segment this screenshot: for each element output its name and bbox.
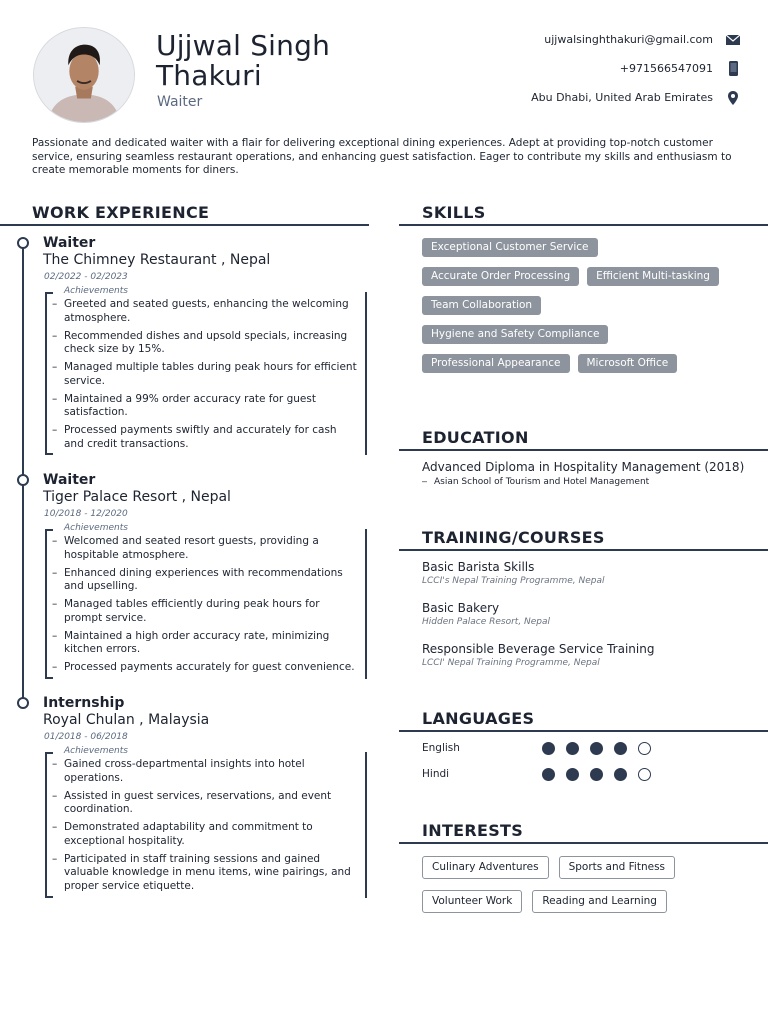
job-title: Internship (43, 695, 125, 711)
envelope-icon (726, 32, 740, 48)
course-org: LCCI' Nepal Training Programme, Nepal (422, 658, 600, 668)
profile-summary: Passionate and dedicated waiter with a flair for delivering exceptional dining experiences. Adept at providing top-notch customer service, ensuring seamless restaurant operations, and enhancing guest satisfaction. Eager to contribute my skills and enthusiasm to create memorable moments for diners. (32, 137, 732, 176)
language-row (422, 768, 662, 784)
location-text: Abu Dhabi, United Arab Emirates (531, 91, 713, 104)
language-level (542, 742, 651, 755)
job-company: The Chimney Restaurant , Nepal (43, 252, 271, 268)
achievements-caption: Achievements (64, 523, 128, 533)
achievement-item: – Managed multiple tables during peak hours for efficient service. (64, 361, 359, 388)
skill-tag: Exceptional Customer Service (422, 238, 598, 257)
job-title: Waiter (43, 472, 96, 488)
achievement-item: – Assisted in guest services, reservations, and event coordination. (64, 790, 359, 817)
section-title-languages: LANGUAGES (422, 709, 535, 728)
interest-row (422, 856, 752, 879)
education-degree: Advanced Diploma in Hospitality Management (2018) (422, 460, 745, 474)
level-dot-filled (614, 742, 627, 755)
candidate-name: Ujjwal Singh Thakuri (156, 29, 331, 92)
profile-photo (33, 27, 135, 123)
achievement-item: – Maintained a high order accuracy rate, minimizing kitchen errors. (64, 630, 359, 657)
skill-tag: Microsoft Office (578, 354, 678, 373)
contact-email-row (480, 25, 740, 54)
level-dot-filled (566, 742, 579, 755)
skill-row (422, 267, 752, 286)
section-title-work: WORK EXPERIENCE (32, 203, 210, 222)
language-name: Hindi (422, 768, 450, 780)
section-rule-education (399, 449, 768, 451)
language-row (422, 742, 662, 758)
phone-icon (726, 61, 740, 77)
section-rule-interests (399, 842, 768, 844)
course-org: Hidden Palace Resort, Nepal (422, 617, 551, 627)
skill-tag: Professional Appearance (422, 354, 570, 373)
achievement-item: – Greeted and seated guests, enhancing the welcoming atmosphere. (64, 298, 359, 325)
achievements-list (47, 529, 365, 681)
candidate-title: Waiter (157, 94, 203, 110)
level-dot-empty (638, 742, 651, 755)
section-title-skills: SKILLS (422, 203, 486, 222)
work-timeline (22, 243, 24, 703)
section-rule-work (0, 224, 369, 226)
interest-tag: Volunteer Work (422, 890, 522, 913)
achievement-item: – Demonstrated adaptability and commitment to exceptional hospitality. (64, 821, 359, 848)
skills-list (422, 238, 752, 383)
course-item (422, 601, 550, 627)
course-item (422, 642, 654, 668)
skill-tag: Team Collaboration (422, 296, 541, 315)
achievement-item: – Processed payments accurately for guest convenience. (64, 661, 359, 675)
interest-tag: Sports and Fitness (559, 856, 675, 879)
achievement-item: – Participated in staff training sessions and gained valuable knowledge in menu items, wine pairings, and proper service etiquette. (64, 853, 359, 894)
course-name: Responsible Beverage Service Training (422, 642, 655, 656)
job-dates: 01/2018 - 06/2018 (44, 732, 128, 742)
job-title: Waiter (43, 235, 96, 251)
profile-photo-image (34, 28, 134, 122)
achievement-item: – Processed payments swiftly and accurately for cash and credit transactions. (64, 424, 359, 451)
level-dot-filled (542, 768, 555, 781)
section-title-interests: INTERESTS (422, 821, 524, 840)
job-dates: 10/2018 - 12/2020 (44, 509, 128, 519)
achievements-box (45, 752, 367, 898)
contact-location-row (480, 83, 740, 112)
achievement-item: – Recommended dishes and upsold specials, increasing check size by 15%. (64, 330, 359, 357)
language-level (542, 768, 651, 781)
achievement-item: – Enhanced dining experiences with recommendations and upselling. (64, 567, 359, 594)
skill-tag: Accurate Order Processing (422, 267, 579, 286)
achievements-box (45, 529, 367, 679)
course-item (422, 560, 604, 586)
achievements-list (47, 752, 365, 899)
interest-tag: Culinary Adventures (422, 856, 549, 879)
section-rule-languages (399, 730, 768, 732)
achievement-item: – Welcomed and seated resort guests, providing a hospitable atmosphere. (64, 535, 359, 562)
level-dot-filled (590, 742, 603, 755)
section-rule-training (399, 549, 768, 551)
section-title-education: EDUCATION (422, 428, 529, 447)
contact-phone-row (480, 54, 740, 83)
skill-tag: Efficient Multi-tasking (587, 267, 719, 286)
language-name: English (422, 742, 460, 754)
interest-tag: Reading and Learning (532, 890, 667, 913)
phone-text[interactable]: +971566547091 (619, 62, 713, 75)
level-dot-filled (542, 742, 555, 755)
interests-list (422, 856, 752, 924)
skill-row (422, 354, 752, 373)
course-name: Basic Bakery (422, 601, 500, 615)
location-pin-icon (726, 90, 740, 106)
achievements-caption: Achievements (64, 746, 128, 756)
education-bullet: – (422, 476, 428, 486)
job-dates: 02/2022 - 02/2023 (44, 272, 128, 282)
skill-row (422, 296, 752, 315)
course-name: Basic Barista Skills (422, 560, 535, 574)
achievement-item: – Gained cross-departmental insights into hotel operations. (64, 758, 359, 785)
level-dot-filled (614, 768, 627, 781)
achievements-list (47, 292, 365, 457)
timeline-dot (17, 237, 29, 249)
education-school: Asian School of Tourism and Hotel Management (434, 477, 650, 487)
contact-block (480, 25, 740, 112)
skill-row (422, 238, 752, 257)
email-text[interactable]: ujjwalsinghthakuri@gmail.com (544, 33, 713, 46)
section-title-training: TRAINING/COURSES (422, 528, 605, 547)
skill-tag: Hygiene and Safety Compliance (422, 325, 608, 344)
achievements-caption: Achievements (64, 286, 128, 296)
job-company: Tiger Palace Resort , Nepal (43, 489, 231, 505)
timeline-dot (17, 697, 29, 709)
achievement-item: – Maintained a 99% order accuracy rate for guest satisfaction. (64, 393, 359, 420)
level-dot-filled (566, 768, 579, 781)
achievements-box (45, 292, 367, 455)
timeline-dot (17, 474, 29, 486)
skill-row (422, 325, 752, 344)
section-rule-skills (399, 224, 768, 226)
level-dot-empty (638, 768, 651, 781)
interest-row (422, 890, 752, 913)
level-dot-filled (590, 768, 603, 781)
job-company: Royal Chulan , Malaysia (43, 712, 210, 728)
course-org: LCCI's Nepal Training Programme, Nepal (422, 576, 605, 586)
achievement-item: – Managed tables efficiently during peak hours for prompt service. (64, 598, 359, 625)
